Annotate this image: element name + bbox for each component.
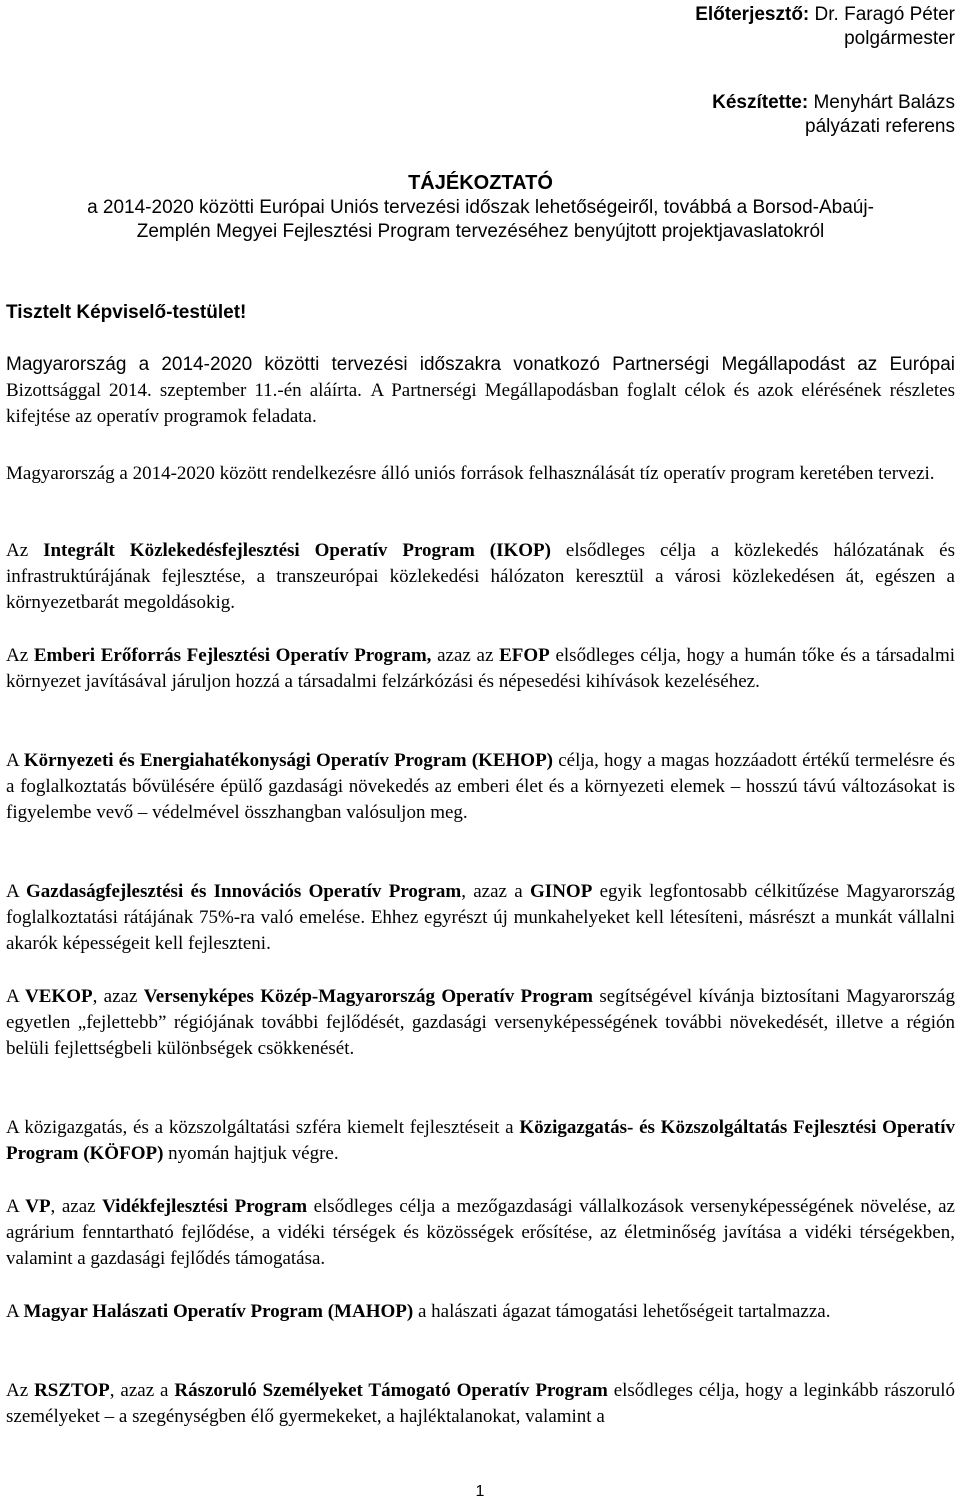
efop-abbr: EFOP bbox=[499, 645, 550, 666]
paragraph-vekop bbox=[6, 984, 955, 1062]
ginop-mid: , azaz a bbox=[461, 881, 531, 902]
prepared-block bbox=[355, 91, 955, 139]
vekop-name: Versenyképes Közép-Magyarország Operatív Program bbox=[143, 986, 593, 1007]
paragraph-partnership bbox=[6, 352, 955, 430]
presenter-title: polgármester bbox=[844, 28, 955, 49]
ginop-text: egyik legfontosabb célkitűzése Magyarország foglalkoztatási rátájának 75%-ra való emelése. Ehhez egyrészt új munkahelyeket kell létesíteni, másrészt a munkát vállalni akarók képességeit kell fejleszteni. bbox=[6, 881, 955, 954]
paragraph-vp bbox=[6, 1194, 955, 1272]
paragraph-ten-programs: Magyarország a 2014-2020 között rendelkezésre álló uniós források felhasználását tíz operatív program keretében tervezi. bbox=[6, 463, 935, 484]
ginop-pre: A bbox=[6, 881, 26, 902]
mahop-pre: A bbox=[6, 1301, 24, 1322]
efop-text: elsődleges célja, hogy a humán tőke és a társadalmi környezet javításával járuljon hozzá a társadalmi felzárkózási és népesedési kihívások kezeléséhez. bbox=[6, 645, 955, 692]
paragraph-ginop bbox=[6, 879, 955, 957]
paragraph-partnership-a: Magyarország a 2014-2020 közötti tervezési időszakra vonatkozó Partnerségi Megállapodást az Európai bbox=[6, 354, 955, 375]
page-number: 1 bbox=[475, 1483, 485, 1500]
vekop-pre: A bbox=[6, 986, 26, 1007]
rsztop-mid: , azaz a bbox=[109, 1380, 175, 1401]
efop-name: Emberi Erőforrás Fejlesztési Operatív Program, bbox=[33, 645, 432, 666]
efop-mid: azaz az bbox=[431, 645, 500, 666]
prepared-label: Készítette: bbox=[712, 92, 809, 113]
prepared-name: Menyhárt Balázs bbox=[813, 92, 955, 113]
paragraph-partnership-b: Bizottsággal 2014. szeptember 11.-én aláírta. bbox=[6, 380, 362, 401]
rsztop-abbr: RSZTOP bbox=[34, 1380, 110, 1401]
prepared-title: pályázati referens bbox=[805, 116, 955, 137]
kofop-text: nyomán hajtjuk végre. bbox=[163, 1143, 339, 1164]
kehop-pre: A bbox=[6, 750, 24, 771]
paragraph-kehop bbox=[6, 748, 955, 826]
vp-abbr: VP bbox=[25, 1196, 51, 1217]
kofop-name: Közigazgatás- és Közszolgáltatás Fejlesztési Operatív Program (KÖFOP) bbox=[6, 1117, 955, 1164]
mahop-text: a halászati ágazat támogatási lehetőségeit tartalmazza. bbox=[413, 1301, 831, 1322]
ikop-name: Integrált Közlekedésfejlesztési Operatív Program (IKOP) bbox=[43, 540, 551, 561]
presenter-block bbox=[355, 3, 955, 51]
paragraph-mahop bbox=[6, 1299, 955, 1325]
vekop-text: segítségével kívánja biztosítani Magyarország egyetlen „fejlettebb” régiójának további fejlődését, gazdasági versenyképességének további növekedését, illetve a régión belüli fejlettségbeli különbségek csökkenését. bbox=[6, 986, 955, 1059]
salutation: Tisztelt Képviselő-testület! bbox=[6, 302, 247, 323]
paragraph-partnership-c: A Partnerségi Megállapodásban foglalt célok és azok elérésének részletes kifejtése az operatív programok feladata. bbox=[6, 380, 956, 427]
ginop-name: Gazdaságfejlesztési és Innovációs Operatív Program bbox=[25, 881, 462, 902]
vp-name: Vidékfejlesztési Program bbox=[102, 1196, 308, 1217]
ikop-pre: Az bbox=[6, 540, 44, 561]
document-subtitle-line2: Zemplén Megyei Fejlesztési Program tervezéséhez benyújtott projektjavaslatokról bbox=[136, 221, 825, 242]
paragraph-ikop bbox=[6, 538, 955, 616]
paragraph-efop bbox=[6, 643, 955, 695]
rsztop-pre: Az bbox=[6, 1380, 35, 1401]
presenter-label: Előterjesztő: bbox=[695, 4, 810, 25]
ginop-abbr: GINOP bbox=[530, 881, 593, 902]
vp-text: elsődleges célja a mezőgazdasági vállalkozások versenyképességének növelése, az agrárium fenntartható fejlődése, a vidéki térségek és közösségek erősítése, az életminőség javítása a vidéki térségekben, valamint a gazdasági fejlődés támogatása. bbox=[6, 1196, 955, 1269]
kofop-pre: A közigazgatás, és a közszolgáltatási szféra kiemelt fejlesztéseit a bbox=[6, 1117, 520, 1138]
vekop-mid: , azaz bbox=[92, 986, 144, 1007]
rsztop-name: Rászoruló Személyeket Támogató Operatív Program bbox=[174, 1380, 608, 1401]
mahop-name: Magyar Halászati Operatív Program (MAHOP) bbox=[23, 1301, 414, 1322]
efop-pre: Az bbox=[6, 645, 34, 666]
presenter-name: Dr. Faragó Péter bbox=[814, 4, 955, 25]
document-title-block bbox=[6, 170, 955, 244]
paragraph-kofop bbox=[6, 1115, 955, 1167]
kehop-text: célja, hogy a magas hozzáadott értékű termelésre és a foglalkoztatás bővülésére épülő gazdasági növekedés az emberi élet és a környezeti elemek – hosszú távú változásokat is figyelembe vevő – védelmével összhangban valósuljon meg. bbox=[6, 750, 955, 823]
vekop-abbr: VEKOP bbox=[25, 986, 93, 1007]
vp-pre: A bbox=[6, 1196, 26, 1217]
ikop-text: elsődleges célja a közlekedés hálózatának és infrastruktúrájának fejlesztése, a transzeurópai közlekedési hálózaton keresztül a városi közlekedésen át, egészen a környezetbarát megoldásokig. bbox=[6, 540, 956, 613]
rsztop-text: elsődleges célja, hogy a leginkább rászoruló személyeket – a szegénységben élő gyermekeket, a hajléktalanokat, valamint a bbox=[6, 1380, 955, 1427]
document-subtitle-line1: a 2014-2020 közötti Európai Uniós tervezési időszak lehetőségeiről, továbbá a Borsod-Abaúj- bbox=[87, 197, 874, 218]
paragraph-rsztop bbox=[6, 1378, 955, 1430]
kehop-name: Környezeti és Energiahatékonysági Operatív Program (KEHOP) bbox=[23, 750, 554, 771]
vp-mid: , azaz bbox=[50, 1196, 103, 1217]
document-title: TÁJÉKOZTATÓ bbox=[408, 172, 553, 194]
